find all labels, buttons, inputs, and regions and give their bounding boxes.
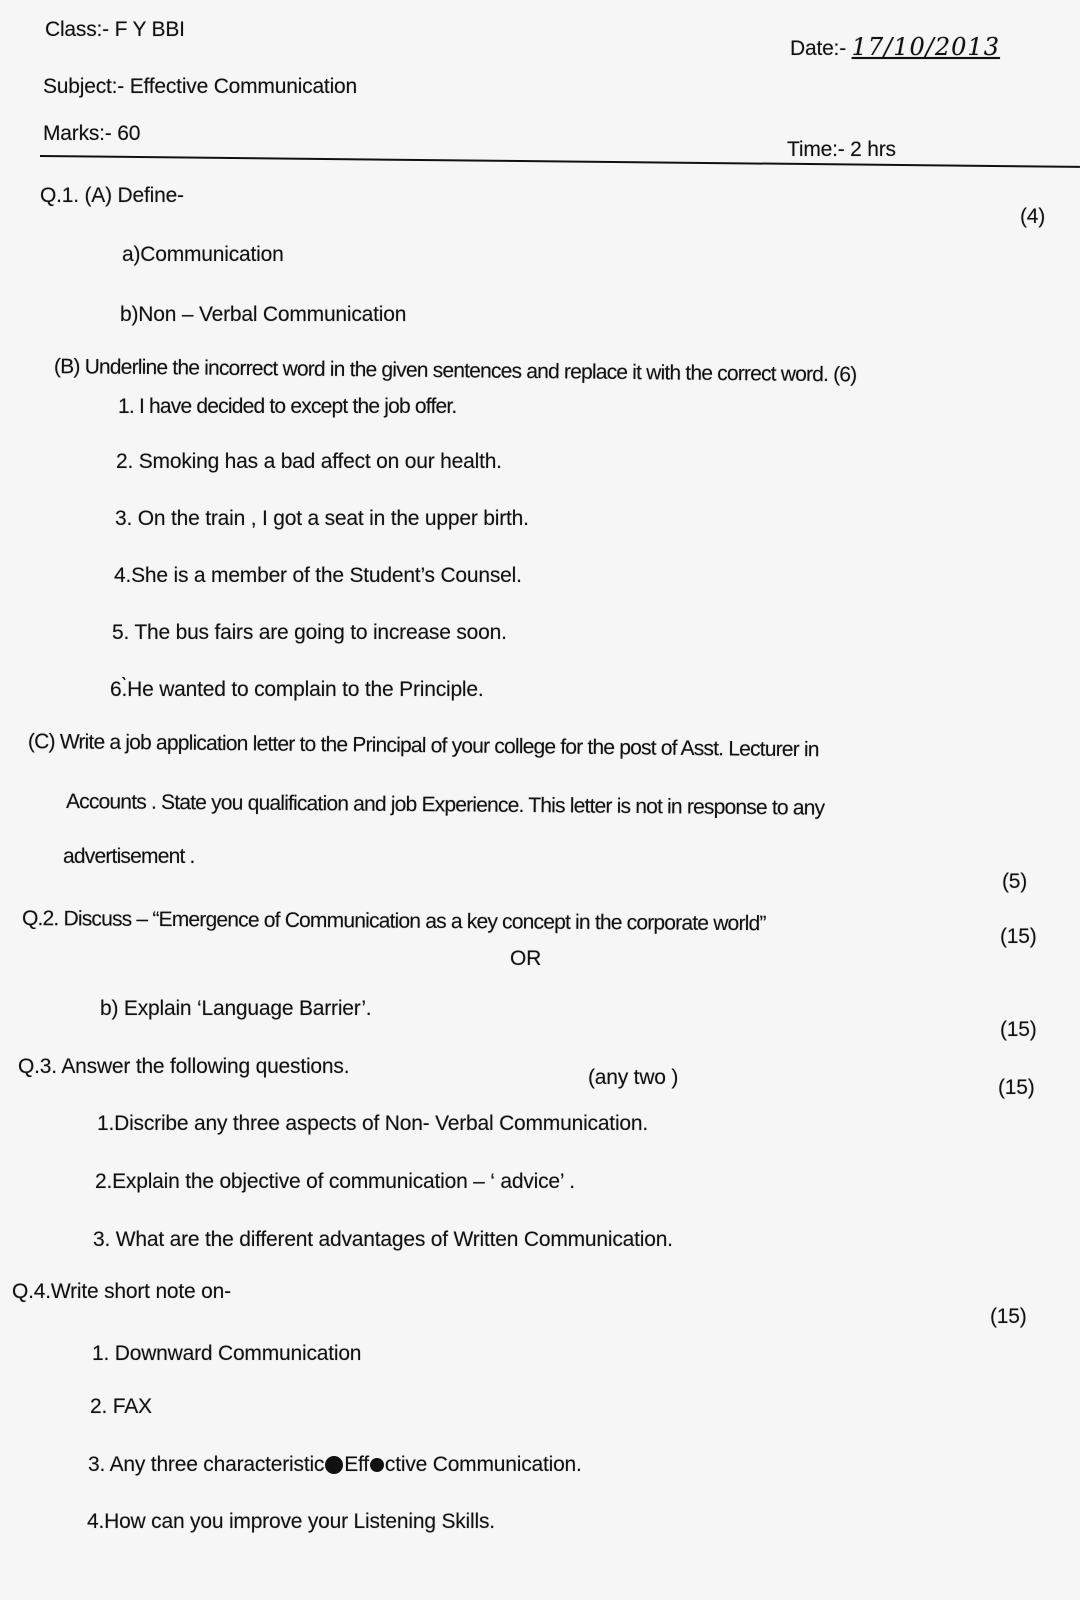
- q1a-item: a)Communication: [122, 243, 284, 266]
- q1a-item: b)Non – Verbal Communication: [120, 303, 407, 326]
- header-divider: [40, 155, 1080, 168]
- q1c-line: (C) Write a job application letter to the Principal of your college for the post of Asst. Lecturer in: [27, 730, 819, 762]
- date-value-handwritten: 17/10/2013: [851, 33, 1000, 61]
- q1a-heading: Q.1. (A) Define-: [40, 184, 184, 207]
- q3-marks: (15): [998, 1076, 1035, 1099]
- ink-blot: [370, 1458, 384, 1472]
- time-label: Time:- 2 hrs: [787, 138, 896, 161]
- q1a-marks: (4): [1020, 205, 1046, 228]
- q1c-line: advertisement .: [63, 845, 195, 868]
- q1b-item: 4.She is a member of the Student’s Counsel.: [114, 564, 522, 587]
- q2a-text: Q.2. Discuss – “Emergence of Communication as a key concept in the corporate world”: [21, 907, 766, 936]
- q2-or-label: OR: [510, 947, 542, 970]
- q4-item: 4.How can you improve your Listening Skills.: [87, 1510, 495, 1533]
- q4-heading: Q.4.Write short note on-: [12, 1280, 231, 1303]
- q3-item: 3. What are the different advantages of Written Communication.: [93, 1228, 673, 1251]
- q4-item: 2. FAX: [90, 1395, 152, 1418]
- q2b-text: b) Explain ‘Language Barrier’.: [100, 997, 372, 1020]
- q4-item3-text: ctive Communication.: [384, 1453, 582, 1476]
- q3-item: 1.Discribe any three aspects of Non- Verbal Communication.: [97, 1112, 649, 1135]
- q1c-marks: (5): [1002, 870, 1028, 893]
- class-label: Class:- F Y BBI: [45, 18, 185, 41]
- q3-choice: (any two ): [588, 1066, 679, 1089]
- q1b-item: 5. The bus fairs are going to increase soon.: [112, 621, 507, 644]
- marks-label: Marks:- 60: [43, 122, 141, 145]
- q4-item: [88, 1453, 582, 1477]
- q3-heading: Q.3. Answer the following questions.: [18, 1055, 350, 1078]
- q1b-item: 2. Smoking has a bad affect on our health.: [116, 450, 502, 473]
- q1b-item: 6.̀He wanted to complain to the Principle.: [110, 678, 484, 701]
- q4-item3-text: Eff: [344, 1453, 369, 1476]
- date-label: Date:-: [790, 37, 846, 60]
- q4-marks: (15): [990, 1305, 1027, 1328]
- q3-item: 2.Explain the objective of communication – ‘ advice’ .: [95, 1170, 575, 1193]
- q2b-marks: (15): [1000, 1018, 1037, 1041]
- subject-label: Subject:- Effective Communication: [43, 75, 357, 98]
- q4-item: 1. Downward Communication: [92, 1342, 362, 1365]
- q1b-item: 1. I have decided to except the job offer.: [118, 395, 457, 418]
- ink-blot: [325, 1456, 343, 1474]
- date-field: [790, 33, 1000, 61]
- q2a-marks: (15): [1000, 925, 1037, 948]
- q4-item3-text: 3. Any three characteristic: [88, 1453, 325, 1476]
- q1b-heading: (B) Underline the incorrect word in the given sentences and replace it with the correct word. (6): [53, 355, 857, 387]
- q1c-line: Accounts . State you qualification and job Experience. This letter is not in response to any: [65, 790, 825, 820]
- q1b-item: 3. On the train , I got a seat in the upper birth.: [115, 507, 529, 530]
